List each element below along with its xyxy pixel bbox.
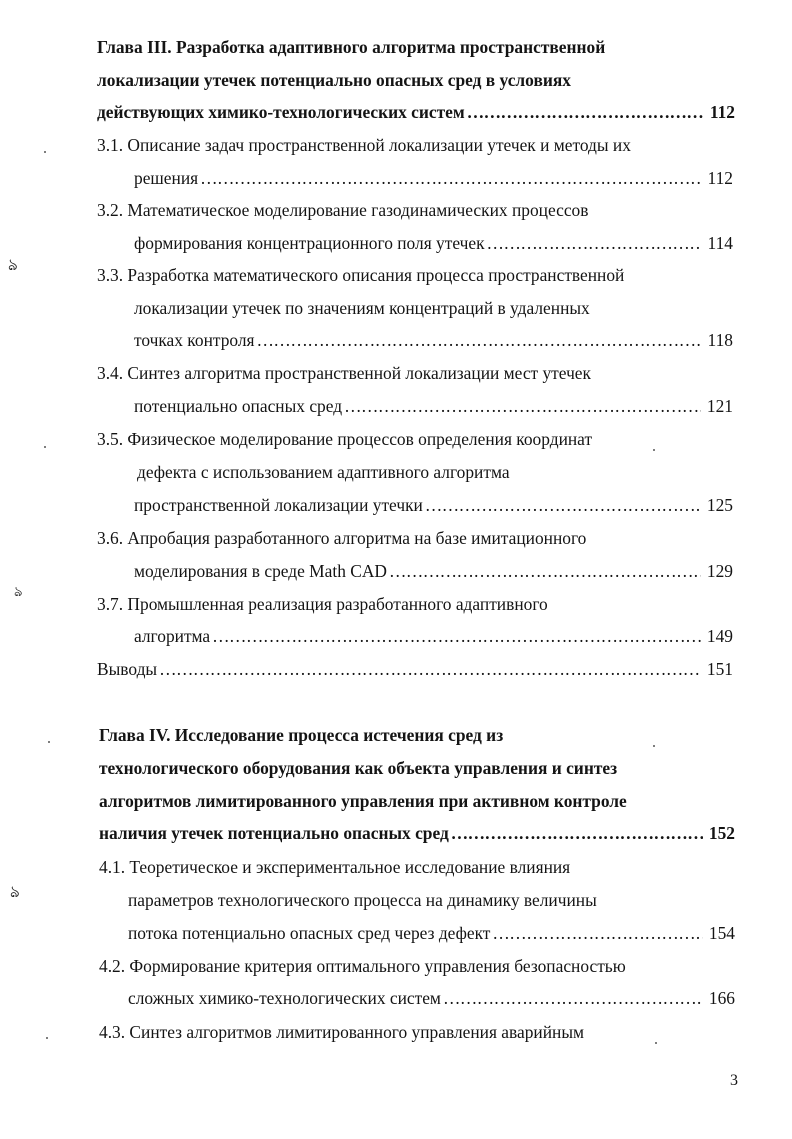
leader-dots [212,625,701,647]
section-3-4-row [134,395,733,417]
page-number: 3 [730,1072,738,1089]
leader-dots [389,560,701,582]
binding-mark-icon: ঌ [14,584,23,600]
conclusions-page: 151 [706,659,733,679]
scan-speck [44,446,46,448]
section-3-7-row [134,625,733,647]
section-3-1-line2: решения [134,168,199,188]
section-3-5-row [134,494,733,516]
section-4-2-row [128,987,735,1009]
section-3-3-line1: 3.3. Разработка математического описания процесса пространственной [97,265,625,285]
chapter4-title-text: наличия утечек потенциально опасных сред [99,823,449,843]
section-3-3-page: 118 [707,330,733,350]
leader-dots [487,232,701,254]
section-4-1-line2: параметров технологического процесса на динамику величины [128,890,597,910]
scan-speck [44,151,46,153]
section-3-2-line2: формирования концентрационного поля утечек [134,233,485,253]
scan-speck [655,1042,657,1044]
section-3-4-line1: 3.4. Синтез алгоритма пространственной локализации мест утечек [97,363,591,383]
chapter3-title-line2: локализации утечек потенциально опасных сред в условиях [97,70,571,90]
scan-speck [653,745,655,747]
binding-mark-icon: ঌ [10,882,20,901]
section-3-2-row [134,232,733,254]
section-3-6-row [134,560,733,582]
leader-dots [467,101,703,123]
chapter4-page: 152 [708,823,735,843]
scan-speck [653,449,655,451]
section-3-4-page: 121 [706,396,733,416]
conclusions-row [97,658,733,680]
chapter3-title-line3 [97,101,735,123]
section-4-1-page: 154 [708,923,735,943]
leader-dots [451,822,703,844]
chapter3-title-line1: Глава III. Разработка адаптивного алгоритма пространственной [97,37,606,57]
section-3-6-line1: 3.6. Апробация разработанного алгоритма на базе имитационного [97,528,587,548]
leader-dots [492,922,703,944]
section-3-3-row [134,329,733,351]
section-3-5-line3: пространственной локализации утечки [134,495,423,515]
section-3-4-line2: потенциально опасных сред [134,396,343,416]
chapter4-title-line2: технологического оборудования как объекта управления и синтез [99,758,618,778]
section-4-1-row [128,922,735,944]
leader-dots [443,987,703,1009]
chapter4-title-line4 [99,822,735,844]
section-4-2-line2: сложных химико-технологических систем [128,988,441,1008]
section-3-7-page: 149 [706,626,733,646]
section-3-1-page: 112 [707,168,733,188]
leader-dots [200,167,701,189]
section-3-7-line1: 3.7. Промышленная реализация разработанного адаптивного [97,594,548,614]
section-4-1-line3: потока потенциально опасных сред через дефект [128,923,491,943]
section-4-2-page: 166 [708,988,735,1008]
section-3-6-page: 129 [706,561,733,581]
section-3-5-page: 125 [706,495,733,515]
leader-dots [159,658,701,680]
conclusions-label: Выводы [97,659,158,679]
scan-speck [46,1037,48,1039]
section-3-2-page: 114 [707,233,733,253]
section-4-2-line1: 4.2. Формирование критерия оптимального управления безопасностью [99,956,626,976]
section-3-1-line1: 3.1. Описание задач пространственной локализации утечек и методы их [97,135,631,155]
section-3-3-line3: точках контроля [134,330,255,350]
section-3-1-row [134,167,733,189]
chapter4-title-line3: алгоритмов лимитированного управления при активном контроле [99,791,627,811]
scan-speck [48,741,50,743]
chapter3-page: 112 [709,102,735,122]
chapter3-title-text: действующих химико-технологических систем [97,102,465,122]
leader-dots [425,494,701,516]
binding-mark-icon: ঌ [8,255,18,274]
section-3-5-line1: 3.5. Физическое моделирование процессов определения координат [97,429,593,449]
section-4-3-line1: 4.3. Синтез алгоритмов лимитированного управления аварийным [99,1022,585,1042]
section-3-6-line2: моделирования в среде Math CAD [134,561,387,581]
section-4-1-line1: 4.1. Теоретическое и экспериментальное исследование влияния [99,857,571,877]
leader-dots [344,395,701,417]
chapter4-title-line1: Глава IV. Исследование процесса истечения сред из [99,725,504,745]
section-3-7-line2: алгоритма [134,626,211,646]
section-3-2-line1: 3.2. Математическое моделирование газодинамических процессов [97,200,589,220]
leader-dots [257,329,701,351]
section-3-5-line2: дефекта с использованием адаптивного алгоритма [137,462,510,482]
section-3-3-line2: локализации утечек по значениям концентраций в удаленных [134,298,590,318]
